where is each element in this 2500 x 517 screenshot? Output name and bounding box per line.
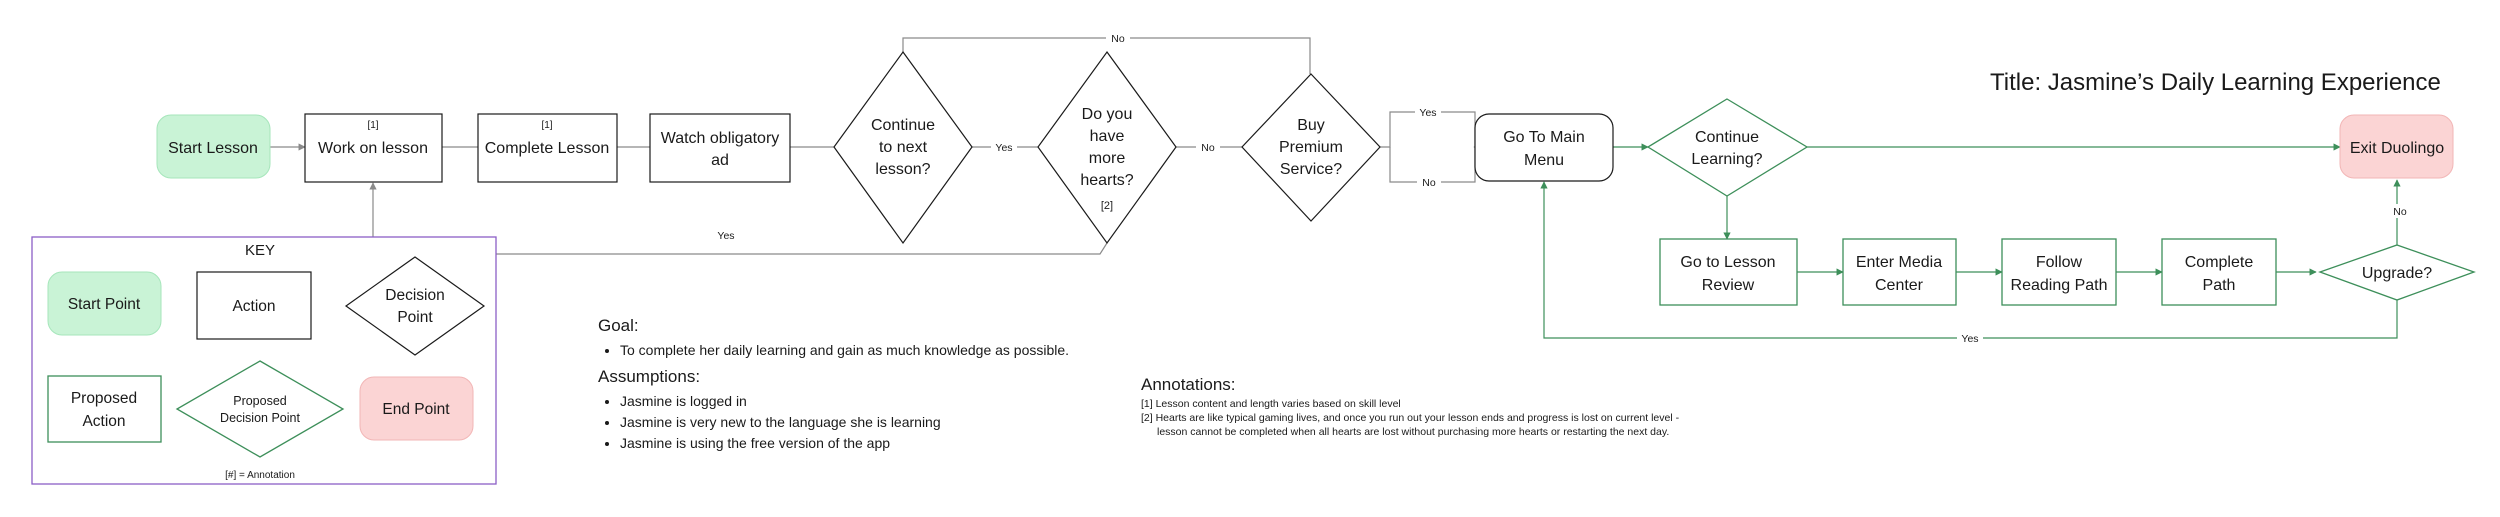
- node-complete-path: [2162, 239, 2276, 305]
- svg-text:Proposed: Proposed: [233, 394, 287, 408]
- node-complete-lesson: [478, 114, 617, 182]
- node-exit-duolingo: [2340, 115, 2453, 178]
- assumptions-list: [598, 391, 1158, 454]
- svg-text:Decision: Decision: [385, 287, 445, 304]
- label-yes-premium: Yes: [1419, 107, 1437, 119]
- svg-text:Do you: Do you: [1081, 106, 1133, 123]
- assumption-item: • Jasmine is logged in: [620, 391, 1158, 412]
- svg-text:Start Point: Start Point: [67, 296, 141, 313]
- svg-text:Point: Point: [397, 309, 433, 326]
- svg-text:more: more: [1088, 150, 1126, 167]
- decision-continue-next-lesson: [834, 52, 972, 243]
- svg-text:Review: Review: [1701, 277, 1755, 294]
- label-no-hearts: No: [1201, 142, 1215, 154]
- node-follow-reading-path: [2002, 239, 2116, 305]
- decision-continue-learning: [1648, 99, 1807, 196]
- svg-text:lesson?: lesson?: [875, 161, 931, 178]
- svg-text:Enter Media: Enter Media: [1855, 254, 1943, 271]
- svg-text:Path: Path: [2202, 277, 2236, 294]
- annotation-2: [2] Hearts are like typical gaming lives, and once you run out your lesson ends and progress is lost on current level -: [1141, 412, 1680, 424]
- goal-assumptions-block: [598, 316, 1158, 460]
- annotation-1: [1] Lesson content and length varies based on skill level: [1141, 398, 1401, 410]
- svg-text:hearts?: hearts?: [1080, 172, 1134, 189]
- legend-end-point: [360, 377, 473, 440]
- svg-text:ad: ad: [711, 152, 729, 169]
- svg-text:Complete Lesson: Complete Lesson: [484, 140, 610, 157]
- svg-text:Complete: Complete: [2184, 254, 2254, 271]
- svg-text:Continue: Continue: [870, 117, 936, 134]
- annotation-marker: [1]: [541, 120, 553, 131]
- assumption-item: • Jasmine is using the free version of the app: [620, 433, 1158, 454]
- svg-text:Learning?: Learning?: [1691, 151, 1763, 168]
- label-yes-loop: Yes: [717, 230, 735, 242]
- svg-text:Go To Main: Go To Main: [1503, 129, 1585, 146]
- svg-text:Upgrade?: Upgrade?: [2361, 265, 2433, 282]
- svg-text:End Point: End Point: [382, 401, 450, 418]
- decision-upgrade: [2320, 245, 2474, 300]
- svg-text:Decision Point: Decision Point: [220, 411, 300, 425]
- svg-text:Reading Path: Reading Path: [2010, 277, 2108, 294]
- annotation-marker: [2]: [1100, 200, 1114, 212]
- legend-title: KEY: [244, 242, 276, 259]
- node-watch-ad: [650, 114, 790, 182]
- legend-proposed-action: [48, 376, 161, 442]
- svg-text:Action: Action: [82, 413, 126, 430]
- svg-text:Center: Center: [1874, 277, 1924, 294]
- label-no-premium: No: [1422, 177, 1436, 189]
- diagram-title: Title: Jasmine’s Daily Learning Experience: [1990, 69, 2441, 96]
- assumptions-heading: Assumptions:: [598, 367, 701, 386]
- svg-text:Buy: Buy: [1297, 117, 1325, 134]
- node-go-to-main-menu: [1475, 114, 1613, 181]
- annotations-heading: Annotations:: [1141, 375, 1236, 394]
- node-enter-media-center: [1843, 239, 1956, 305]
- decision-more-hearts: [1038, 52, 1176, 243]
- assumption-item: • Jasmine is very new to the language she is learning: [620, 412, 1158, 433]
- annotation-marker: [1]: [367, 120, 379, 131]
- legend-annotation-note: [#] = Annotation: [225, 470, 295, 481]
- legend-start-point: [48, 272, 161, 335]
- svg-text:Action: Action: [232, 298, 276, 315]
- node-start-lesson: [157, 115, 270, 178]
- label-yes-continue: Yes: [995, 142, 1013, 154]
- svg-text:Service?: Service?: [1279, 161, 1343, 178]
- svg-text:Continue: Continue: [1694, 129, 1760, 146]
- legend-action: [197, 272, 311, 339]
- svg-text:Proposed: Proposed: [70, 390, 138, 407]
- label-yes-upgrade: Yes: [1961, 333, 1979, 345]
- annotations-block: [1141, 375, 1781, 439]
- svg-text:Start Lesson: Start Lesson: [168, 140, 258, 157]
- node-work-on-lesson: [305, 114, 442, 182]
- svg-text:have: have: [1089, 128, 1125, 145]
- svg-text:Menu: Menu: [1523, 152, 1565, 169]
- svg-text:Watch obligatory: Watch obligatory: [660, 130, 780, 147]
- label-no-upgrade: No: [2393, 206, 2407, 218]
- svg-text:Premium: Premium: [1278, 139, 1344, 156]
- svg-text:Work on lesson: Work on lesson: [318, 140, 428, 157]
- node-go-to-lesson-review: [1660, 239, 1797, 305]
- goal-list: [598, 340, 1158, 361]
- goal-item: • To complete her daily learning and gain as much knowledge as possible.: [620, 340, 1158, 361]
- svg-text:Go to Lesson: Go to Lesson: [1680, 254, 1776, 271]
- label-no-top: No: [1111, 33, 1125, 45]
- goal-heading: Goal:: [598, 316, 639, 335]
- svg-text:to next: to next: [878, 139, 928, 156]
- decision-buy-premium: [1242, 74, 1380, 221]
- svg-text:Exit Duolingo: Exit Duolingo: [2349, 140, 2445, 157]
- annotation-2-continued: lesson cannot be completed when all hearts are lost without purchasing more hearts or restarting the next day.: [1157, 426, 1670, 438]
- svg-text:Follow: Follow: [2035, 254, 2083, 271]
- legend-key: [32, 237, 496, 484]
